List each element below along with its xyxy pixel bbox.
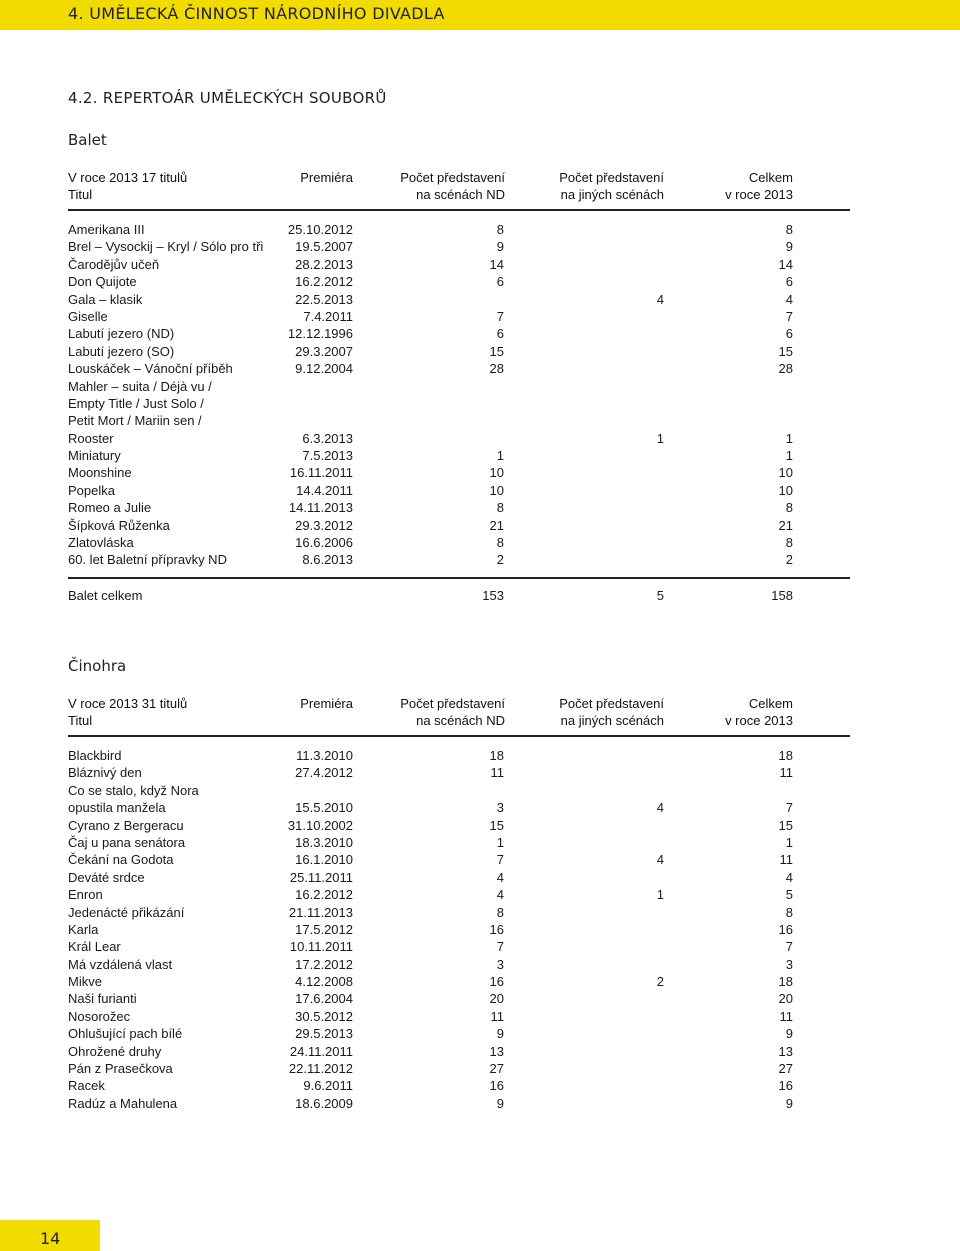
- cell-celkem: 15: [778, 343, 793, 359]
- cell-premiera: 7.5.2013: [302, 448, 353, 464]
- cell-celkem: 10: [778, 482, 793, 498]
- cell-premiera: 17.2.2012: [295, 956, 353, 972]
- cell-titul: Čarodějův učeň: [68, 256, 160, 272]
- cinohra-table-header: [68, 695, 850, 731]
- table-row: [68, 869, 850, 886]
- cell-celkem: 14: [778, 256, 793, 272]
- cell-premiera: 11.3.2010: [296, 748, 353, 763]
- cell-titul: Don Quijote: [68, 274, 137, 290]
- balet-table-body: [68, 221, 850, 569]
- cell-premiera: 16.2.2012: [295, 274, 353, 290]
- cell-nd: 8: [496, 222, 504, 237]
- cell-nd: 8: [496, 535, 504, 551]
- cell-nd: 18: [489, 748, 504, 763]
- cell-premiera: 16.2.2012: [295, 887, 353, 903]
- table-row: [68, 238, 850, 255]
- table-row: [68, 464, 850, 481]
- table-row: [68, 817, 850, 834]
- balet-header-rule: [68, 209, 850, 211]
- cell-jinde: 2: [656, 974, 664, 990]
- cell-celkem: 9: [785, 1026, 793, 1042]
- cell-celkem: 21: [778, 517, 793, 533]
- table-row: [68, 395, 850, 412]
- cell-premiera: 29.3.2012: [295, 517, 353, 533]
- cell-nd: 27: [489, 1061, 504, 1077]
- cell-celkem: 1: [785, 834, 793, 850]
- header-celkem: Celkem v roce 2013: [725, 170, 793, 202]
- cell-celkem: 1: [785, 430, 793, 446]
- cell-premiera: 19.5.2007: [295, 239, 353, 255]
- table-row: [68, 834, 850, 851]
- cell-titul: Co se stalo, když Nora: [68, 782, 199, 798]
- cell-nd: 7: [496, 852, 504, 868]
- cell-titul: Jedenácté přikázání: [68, 904, 185, 920]
- cell-titul: Radúz a Mahulena: [68, 1095, 178, 1111]
- table-row: [68, 325, 850, 342]
- cell-titul: Král Lear: [68, 939, 121, 955]
- cell-celkem: 7: [785, 800, 793, 816]
- table-row: [68, 551, 850, 568]
- table-row: [68, 378, 850, 395]
- cell-nd: 10: [489, 465, 504, 481]
- cell-titul: Labutí jezero (ND): [68, 326, 175, 342]
- cell-titul: Zlatovláska: [68, 535, 134, 551]
- cell-premiera: 17.6.2004: [295, 991, 353, 1007]
- cell-titul: Blackbird: [68, 748, 122, 763]
- cell-celkem: 28: [778, 361, 793, 377]
- header-premiera: Premiéra: [300, 696, 353, 711]
- cell-nd: 11: [490, 765, 504, 781]
- cell-premiera: 22.11.2012: [288, 1061, 353, 1077]
- cinohra-title: Činohra: [68, 657, 127, 675]
- cell-nd: 20: [489, 991, 504, 1007]
- table-row: [68, 938, 850, 955]
- cell-jinde: 4: [656, 852, 664, 868]
- cell-premiera: 29.3.2007: [295, 343, 353, 359]
- table-row: [68, 782, 850, 799]
- table-row: [68, 1008, 850, 1025]
- cell-premiera: 30.5.2012: [295, 1008, 353, 1024]
- cell-nd: 11: [490, 1008, 504, 1024]
- cell-celkem: 8: [785, 904, 793, 920]
- cell-nd: 3: [496, 956, 504, 972]
- cell-nd: 16: [489, 1078, 504, 1094]
- page-number-bar: [0, 1220, 100, 1251]
- cell-nd: 15: [489, 343, 504, 359]
- table-row: [68, 273, 850, 290]
- cell-celkem: 15: [778, 817, 793, 833]
- cell-celkem: 8: [785, 500, 793, 516]
- cell-titul: Giselle: [68, 308, 108, 324]
- cell-titul: Empty Title / Just Solo /: [68, 395, 204, 411]
- cell-celkem: 7: [785, 308, 793, 324]
- cell-titul: Ohlušující pach bílé: [68, 1026, 183, 1042]
- cell-celkem: 5: [785, 887, 793, 903]
- table-row: [68, 1095, 850, 1112]
- cell-nd: 15: [489, 817, 504, 833]
- cell-nd: 16: [489, 974, 504, 990]
- cell-titul: Miniatury: [68, 448, 121, 464]
- table-row: [68, 956, 850, 973]
- cell-premiera: 31.10.2002: [287, 817, 353, 833]
- cell-titul: Má vzdálená vlast: [68, 956, 173, 972]
- cell-jinde: 4: [656, 800, 664, 816]
- cell-premiera: 18.3.2010: [295, 834, 353, 850]
- cell-celkem: 13: [778, 1043, 793, 1059]
- cell-titul: Ohrožené druhy: [68, 1043, 162, 1059]
- cell-titul: Popelka: [68, 482, 115, 498]
- cell-nd: 6: [496, 274, 504, 290]
- table-row: [68, 973, 850, 990]
- total-nd: 153: [482, 588, 504, 603]
- cell-nd: 4: [496, 887, 504, 903]
- cell-premiera: 14.4.2011: [296, 482, 353, 498]
- cell-titul: Naši furianti: [68, 991, 137, 1007]
- cell-premiera: 9.6.2011: [303, 1078, 353, 1094]
- cell-nd: 13: [489, 1043, 504, 1059]
- table-row: [68, 343, 850, 360]
- cell-jinde: 1: [656, 887, 664, 903]
- cinohra-header-rule: [68, 735, 850, 737]
- cell-premiera: 18.6.2009: [295, 1095, 353, 1111]
- total-jinde: 5: [656, 588, 664, 603]
- cell-jinde: 4: [656, 291, 664, 307]
- cell-celkem: 4: [785, 869, 793, 885]
- cell-titul: Rooster: [68, 430, 114, 446]
- cell-premiera: 24.11.2011: [289, 1043, 353, 1059]
- cell-premiera: 4.12.2008: [295, 974, 353, 990]
- cell-premiera: 6.3.2013: [302, 430, 353, 446]
- cell-nd: 21: [489, 517, 504, 533]
- cell-titul: opustila manžela: [68, 800, 166, 816]
- balet-total-rule: [68, 577, 850, 579]
- header-nd: Počet představení na scénách ND: [400, 170, 505, 202]
- header-jinde: Počet představení na jiných scénách: [559, 170, 664, 202]
- cell-celkem: 27: [778, 1061, 793, 1077]
- cell-celkem: 1: [785, 448, 793, 464]
- cell-nd: 4: [496, 869, 504, 885]
- cell-celkem: 8: [785, 535, 793, 551]
- table-row: [68, 291, 850, 308]
- header-premiera: Premiéra: [300, 170, 353, 185]
- cell-titul: Mikve: [68, 974, 102, 990]
- table-row: [68, 1043, 850, 1060]
- cell-celkem: 16: [778, 921, 793, 937]
- cell-nd: 7: [496, 308, 504, 324]
- cell-titul: Deváté srdce: [68, 869, 145, 885]
- cell-titul: Moonshine: [68, 465, 132, 481]
- table-row: [68, 904, 850, 921]
- cell-nd: 28: [489, 361, 504, 377]
- header-jinde: Počet představení na jiných scénách: [559, 696, 664, 728]
- cell-titul: Karla: [68, 921, 99, 937]
- cell-premiera: 9.12.2004: [295, 361, 353, 377]
- cell-premiera: 29.5.2013: [295, 1026, 353, 1042]
- cell-nd: 6: [496, 326, 504, 342]
- cell-titul: Bláznivý den: [68, 765, 142, 781]
- table-row: [68, 990, 850, 1007]
- cell-titul: Mahler – suita / Déjà vu /: [68, 378, 212, 394]
- cell-nd: 14: [489, 256, 504, 272]
- chapter-title: 4. UMĚLECKÁ ČINNOST NÁRODNÍHO DIVADLA: [68, 4, 445, 23]
- cell-celkem: 7: [785, 939, 793, 955]
- table-row: [68, 430, 850, 447]
- cell-celkem: 9: [785, 239, 793, 255]
- cell-nd: 8: [496, 904, 504, 920]
- cell-premiera: 16.6.2006: [295, 535, 353, 551]
- cell-premiera: 27.4.2012: [295, 765, 353, 781]
- cell-celkem: 8: [785, 222, 793, 237]
- header-nd: Počet představení na scénách ND: [400, 696, 505, 728]
- cell-titul: 60. let Baletní přípravky ND: [68, 552, 227, 568]
- cell-celkem: 2: [785, 552, 793, 568]
- total-label: Balet celkem: [68, 588, 143, 603]
- table-row: [68, 256, 850, 273]
- cell-titul: Labutí jezero (SO): [68, 343, 175, 359]
- chapter-header-bar: [0, 0, 960, 30]
- cell-titul: Pán z Prasečkova: [68, 1061, 173, 1077]
- cell-nd: 7: [496, 939, 504, 955]
- cell-celkem: 11: [779, 852, 793, 868]
- table-row: [68, 799, 850, 816]
- cell-nd: 9: [496, 1095, 504, 1111]
- table-row: [68, 360, 850, 377]
- cell-titul: Racek: [68, 1078, 105, 1094]
- cell-premiera: 8.6.2013: [302, 552, 353, 568]
- cell-titul: Louskáček – Vánoční příběh: [68, 361, 233, 377]
- page-number: 14: [40, 1229, 61, 1248]
- cell-celkem: 3: [785, 956, 793, 972]
- cell-titul: Gala – klasik: [68, 291, 143, 307]
- cell-nd: 3: [496, 800, 504, 816]
- cell-premiera: 17.5.2012: [295, 921, 353, 937]
- table-row: [68, 1060, 850, 1077]
- cell-celkem: 18: [778, 748, 793, 763]
- cell-nd: 1: [496, 834, 504, 850]
- table-row: [68, 499, 850, 516]
- cell-titul: Čekání na Godota: [68, 852, 174, 868]
- balet-total-row: [68, 587, 850, 605]
- table-row: [68, 517, 850, 534]
- cell-premiera: 22.5.2013: [295, 291, 353, 307]
- total-celkem: 158: [771, 588, 793, 603]
- cell-titul: Nosorožec: [68, 1008, 131, 1024]
- table-row: [68, 412, 850, 429]
- cell-premiera: 10.11.2011: [289, 939, 353, 955]
- cell-titul: Šípková Růženka: [68, 517, 170, 533]
- table-row: [68, 534, 850, 551]
- cell-titul: Cyrano z Bergeracu: [68, 817, 184, 833]
- balet-table-header: [68, 169, 850, 205]
- table-row: [68, 308, 850, 325]
- cell-nd: 8: [496, 500, 504, 516]
- cell-celkem: 4: [785, 291, 793, 307]
- cell-nd: 2: [496, 552, 504, 568]
- header-titul: V roce 2013 17 titulů Titul: [68, 170, 188, 202]
- cell-jinde: 1: [656, 430, 664, 446]
- balet-title: Balet: [68, 131, 107, 149]
- cell-titul: Brel – Vysockij – Kryl / Sólo pro tři: [68, 239, 264, 255]
- cinohra-table-body: [68, 747, 850, 1112]
- header-titul: V roce 2013 31 titulů Titul: [68, 696, 188, 728]
- table-row: [68, 1025, 850, 1042]
- cell-premiera: 25.10.2012: [287, 222, 353, 237]
- table-row: [68, 1077, 850, 1094]
- table-row: [68, 921, 850, 938]
- cell-celkem: 11: [779, 1008, 793, 1024]
- cell-celkem: 20: [778, 991, 793, 1007]
- cell-premiera: 7.4.2011: [303, 308, 353, 324]
- table-row: [68, 747, 850, 764]
- cell-nd: 9: [496, 239, 504, 255]
- cell-nd: 1: [496, 448, 504, 464]
- cell-titul: Amerikana III: [68, 222, 145, 237]
- table-row: [68, 221, 850, 238]
- cell-celkem: 10: [778, 465, 793, 481]
- cell-titul: Petit Mort / Mariin sen /: [68, 413, 202, 429]
- table-row: [68, 447, 850, 464]
- cell-titul: Romeo a Julie: [68, 500, 152, 516]
- table-row: [68, 851, 850, 868]
- cell-celkem: 11: [779, 765, 793, 781]
- cell-premiera: 21.11.2013: [288, 904, 353, 920]
- cell-celkem: 16: [778, 1078, 793, 1094]
- cell-premiera: 16.11.2011: [289, 465, 353, 481]
- cell-premiera: 12.12.1996: [287, 326, 353, 342]
- cell-premiera: 14.11.2013: [288, 500, 353, 516]
- table-row: [68, 764, 850, 781]
- cell-titul: Čaj u pana senátora: [68, 834, 186, 850]
- cell-titul: Enron: [68, 887, 103, 903]
- table-row: [68, 482, 850, 499]
- cell-nd: 10: [489, 482, 504, 498]
- cell-celkem: 9: [785, 1095, 793, 1111]
- cell-premiera: 16.1.2010: [295, 852, 353, 868]
- cell-premiera: 28.2.2013: [295, 256, 353, 272]
- header-celkem: Celkem v roce 2013: [725, 696, 793, 728]
- cell-celkem: 18: [778, 974, 793, 990]
- cell-nd: 16: [489, 921, 504, 937]
- cell-premiera: 25.11.2011: [289, 869, 353, 885]
- cell-celkem: 6: [785, 326, 793, 342]
- table-row: [68, 886, 850, 903]
- cell-nd: 9: [496, 1026, 504, 1042]
- section-title: 4.2. REPERTOÁR UMĚLECKÝCH SOUBORŮ: [68, 89, 387, 107]
- cell-celkem: 6: [785, 274, 793, 290]
- cell-premiera: 15.5.2010: [295, 800, 353, 816]
